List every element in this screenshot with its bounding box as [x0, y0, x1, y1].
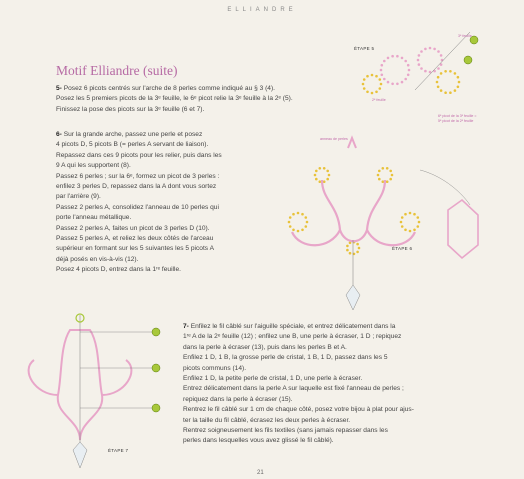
- step-6-line-8: Passez 2 perles A, consolidez l'anneau de 10 perles qui: [56, 203, 219, 211]
- bead: [326, 178, 329, 181]
- etape-6-leaf-center: [340, 230, 367, 241]
- bead: [383, 78, 386, 81]
- step-7-line-12: perles dans lesquelles vous avez glissé le fil câblé).: [183, 437, 334, 445]
- etape-6-arch-left: [322, 180, 340, 230]
- etape-6-leaf-right: [367, 230, 415, 245]
- bead: [418, 221, 421, 224]
- page-number: 21: [257, 470, 264, 476]
- bead: [323, 180, 326, 183]
- bead: [437, 67, 440, 70]
- bead: [301, 229, 304, 232]
- bead: [400, 221, 403, 224]
- bead: [436, 81, 439, 84]
- bead: [440, 72, 443, 75]
- bead: [404, 60, 407, 63]
- bead: [387, 57, 390, 60]
- step-7-line-11: Rentrez soigneusement les fils textiles (sans jamais repasser dans les: [183, 427, 388, 435]
- note-5e-picot: 5ᵉ picot de la 2ᵉ feuille: [438, 119, 474, 123]
- diagram-etape-7: [29, 314, 160, 468]
- diagram-etape-5: [362, 32, 478, 94]
- bead: [328, 174, 331, 177]
- step-7-text-1: Enfilez le fil câblé sur l'aiguille spéciale, et entrez délicatement dans la: [190, 323, 396, 330]
- step-6-line-7: par l'arrière (9).: [56, 193, 101, 201]
- etape-5-label: ÉTAPE 5: [354, 46, 375, 51]
- bead: [396, 55, 399, 58]
- step-6-line-13: déjà posés en vis-à-vis (12).: [56, 255, 139, 263]
- bead: [404, 229, 407, 232]
- step-7-line-8: repiquez dans la perle à écraser (15).: [183, 395, 293, 403]
- bead: [301, 213, 304, 216]
- bead: [292, 229, 295, 232]
- step-5-line-2: Posez les 5 premiers picots de la 3ᵉ feuille, le 6ᵉ picot relie la 3ᵉ feuille à la 2ᵉ (5).: [56, 95, 293, 103]
- note-anneau: anneau de perles: [320, 137, 348, 141]
- etape-5-bead-loops: [362, 47, 461, 95]
- step-7-line-9: Rentrez le fil câblé sur 1 cm de chaque côté, posez votre bijou à plat pour ajus-: [183, 406, 414, 414]
- note-6e-picot: 6ᵉ picot de la 3ᵉ feuille =: [438, 114, 477, 118]
- bead: [326, 170, 329, 173]
- bead: [404, 78, 407, 81]
- bead: [382, 167, 385, 170]
- bead: [457, 76, 460, 79]
- step-7-number: 7-: [183, 323, 189, 330]
- bead: [371, 74, 374, 77]
- bead: [315, 178, 318, 181]
- bead: [408, 69, 411, 72]
- bead: [424, 48, 427, 51]
- bead: [377, 174, 380, 177]
- step-5-number: 5-: [56, 85, 62, 92]
- bead: [381, 74, 384, 77]
- bead: [380, 69, 383, 72]
- bead: [297, 230, 300, 233]
- step-6-line-6: enfilez 3 perles D, repassez dans la A dont vous sortez: [56, 183, 217, 191]
- bead: [381, 64, 384, 67]
- marker-5: [464, 56, 472, 64]
- bead: [458, 81, 461, 84]
- bead: [396, 83, 399, 86]
- bead: [409, 230, 412, 233]
- bead: [389, 170, 392, 173]
- bead: [371, 92, 374, 95]
- bead: [378, 170, 381, 173]
- etape-7-leaf-left: [29, 360, 58, 395]
- page-title: Motif Elliandre (suite): [56, 63, 178, 78]
- bead: [349, 252, 352, 255]
- step-5-line-3: Finissez la pose des picots sur la 3ᵉ feuille (6 et 7).: [56, 105, 205, 113]
- etape-6-arch-right: [367, 180, 385, 230]
- etape-6-crystal-drop: [346, 285, 360, 310]
- bead: [437, 86, 440, 89]
- step-6-text-1: Sur la grande arche, passez une perle et posez: [63, 131, 203, 138]
- bead: [378, 178, 381, 181]
- bead: [444, 91, 447, 94]
- bead: [358, 247, 361, 250]
- etape-7-leaf-right: [102, 360, 131, 395]
- bead: [391, 55, 394, 58]
- bead: [386, 167, 389, 170]
- bead: [314, 174, 317, 177]
- step-6-number: 6-: [56, 131, 62, 138]
- step-6-line-5: Passez 6 perles ; sur la 6ᵉ, formez un picot de 3 perles :: [56, 172, 220, 180]
- bead: [418, 63, 421, 66]
- bead: [363, 78, 366, 81]
- etape-7-crystal-drop: [73, 442, 87, 468]
- bead: [366, 75, 369, 78]
- bead: [449, 70, 452, 73]
- bead: [391, 174, 394, 177]
- bead: [420, 67, 423, 70]
- marker-15: [152, 328, 160, 336]
- note-3e-feuille: 3ᵉ feuille: [458, 34, 472, 38]
- bead: [417, 216, 420, 219]
- bead: [292, 213, 295, 216]
- bead: [433, 48, 436, 51]
- step-7-line-4: Enfilez 1 D, 1 B, la grosse perle de cristal, 1 B, 1 D, passez dans les 5: [183, 354, 388, 362]
- bead: [440, 54, 443, 57]
- step-6-line-11: Passez 5 perles A, et reliez les deux côtés de l'arceau: [56, 235, 214, 243]
- bead: [363, 87, 366, 90]
- step-7-line-2: 1ʳᵉ A de la 2ᵉ feuille (12) ; enfilez une B, une perle à écraser, 1 D ; repiquez: [183, 333, 402, 341]
- etape-5-thread: [415, 32, 470, 90]
- running-header: ELLIANDRE: [227, 7, 297, 13]
- bead: [401, 57, 404, 60]
- bead: [375, 91, 378, 94]
- bead: [362, 83, 365, 86]
- bead: [417, 225, 420, 228]
- etape-6-anneau: [348, 138, 356, 148]
- bead: [401, 81, 404, 84]
- bead: [375, 75, 378, 78]
- bead: [386, 180, 389, 183]
- bead: [356, 251, 359, 254]
- step-6-line-3: Repassez dans ces 9 picots pour les relier, puis dans les: [56, 151, 222, 159]
- bead: [346, 249, 349, 252]
- bead: [379, 87, 382, 90]
- step-6-line-2: 4 picots D, 5 picots B (= perles A servant de liaison).: [56, 141, 209, 149]
- bead: [413, 213, 416, 216]
- bead: [417, 59, 420, 62]
- bead: [391, 83, 394, 86]
- bead: [356, 243, 359, 246]
- bead: [387, 81, 390, 84]
- bead: [407, 74, 410, 77]
- etape-7-label: ÉTAPE 7: [108, 448, 129, 453]
- step-5-text-1: Posez 6 picots centrés sur l'arche de 8 perles comme indiqué au § 3 (4).: [63, 85, 275, 92]
- step-6-line-14: Posez 4 picots D, entrez dans la 1ʳᵉ feuille.: [56, 266, 181, 274]
- bead: [382, 180, 385, 183]
- step-6-line-4: 9 A qui les supportent (8).: [56, 162, 131, 170]
- bead: [401, 225, 404, 228]
- bead: [409, 212, 412, 215]
- bead: [319, 167, 322, 170]
- bead: [457, 86, 460, 89]
- bead: [413, 229, 416, 232]
- bead: [429, 47, 432, 50]
- bead: [420, 50, 423, 53]
- etape-6-detail: [448, 200, 478, 258]
- etape-6-label: ÉTAPE 6: [392, 246, 413, 251]
- bead: [306, 221, 309, 224]
- bead: [380, 83, 383, 86]
- bead: [418, 54, 421, 57]
- etape-6-leaf-left: [292, 230, 340, 245]
- bead: [407, 64, 410, 67]
- bead: [444, 70, 447, 73]
- step-6-line-9: porte l'anneau métallique.: [56, 214, 132, 222]
- bead: [379, 78, 382, 81]
- step-6-line-10: Passez 2 perles A, faites un picot de 3 perles D (10).: [56, 224, 210, 232]
- bead: [449, 91, 452, 94]
- step-7-line-6: Enfilez 1 D, la petite perle de cristal, 1 D, une perle à écraser.: [183, 375, 363, 383]
- bead: [315, 170, 318, 173]
- step-7-line-10: ter la taille du fil câblé, écrasez les deux perles à écraser.: [183, 416, 351, 424]
- bead: [404, 213, 407, 216]
- bead: [440, 89, 443, 92]
- bead: [401, 216, 404, 219]
- bead: [437, 50, 440, 53]
- bead: [389, 178, 392, 181]
- bead: [454, 89, 457, 92]
- step-7-line-5: picots communs (14).: [183, 364, 247, 372]
- diagram-etape-6: [288, 138, 478, 310]
- step-7-line-3: dans la perle à écraser (13), puis dans les perles B et A.: [183, 343, 347, 351]
- bead: [383, 60, 386, 63]
- step-7-line-7: Entrez délicatement dans la perle A sur laquelle est fixé l'anneau de perles ;: [183, 385, 404, 393]
- bead: [289, 216, 292, 219]
- bead: [424, 70, 427, 73]
- bead: [305, 225, 308, 228]
- bead: [289, 225, 292, 228]
- bead: [305, 216, 308, 219]
- bead: [297, 212, 300, 215]
- marker-14: [152, 364, 160, 372]
- note-2e-feuille: 2ᵉ feuille: [372, 98, 386, 102]
- bead: [288, 221, 291, 224]
- bead: [346, 245, 349, 248]
- marker-13: [152, 404, 160, 412]
- bead: [437, 76, 440, 79]
- bead: [366, 91, 369, 94]
- bead: [319, 180, 322, 183]
- bead: [454, 72, 457, 75]
- step-6-line-12: supérieur en formant sur les 5 suivantes les 5 picots A: [56, 245, 214, 253]
- bead: [323, 167, 326, 170]
